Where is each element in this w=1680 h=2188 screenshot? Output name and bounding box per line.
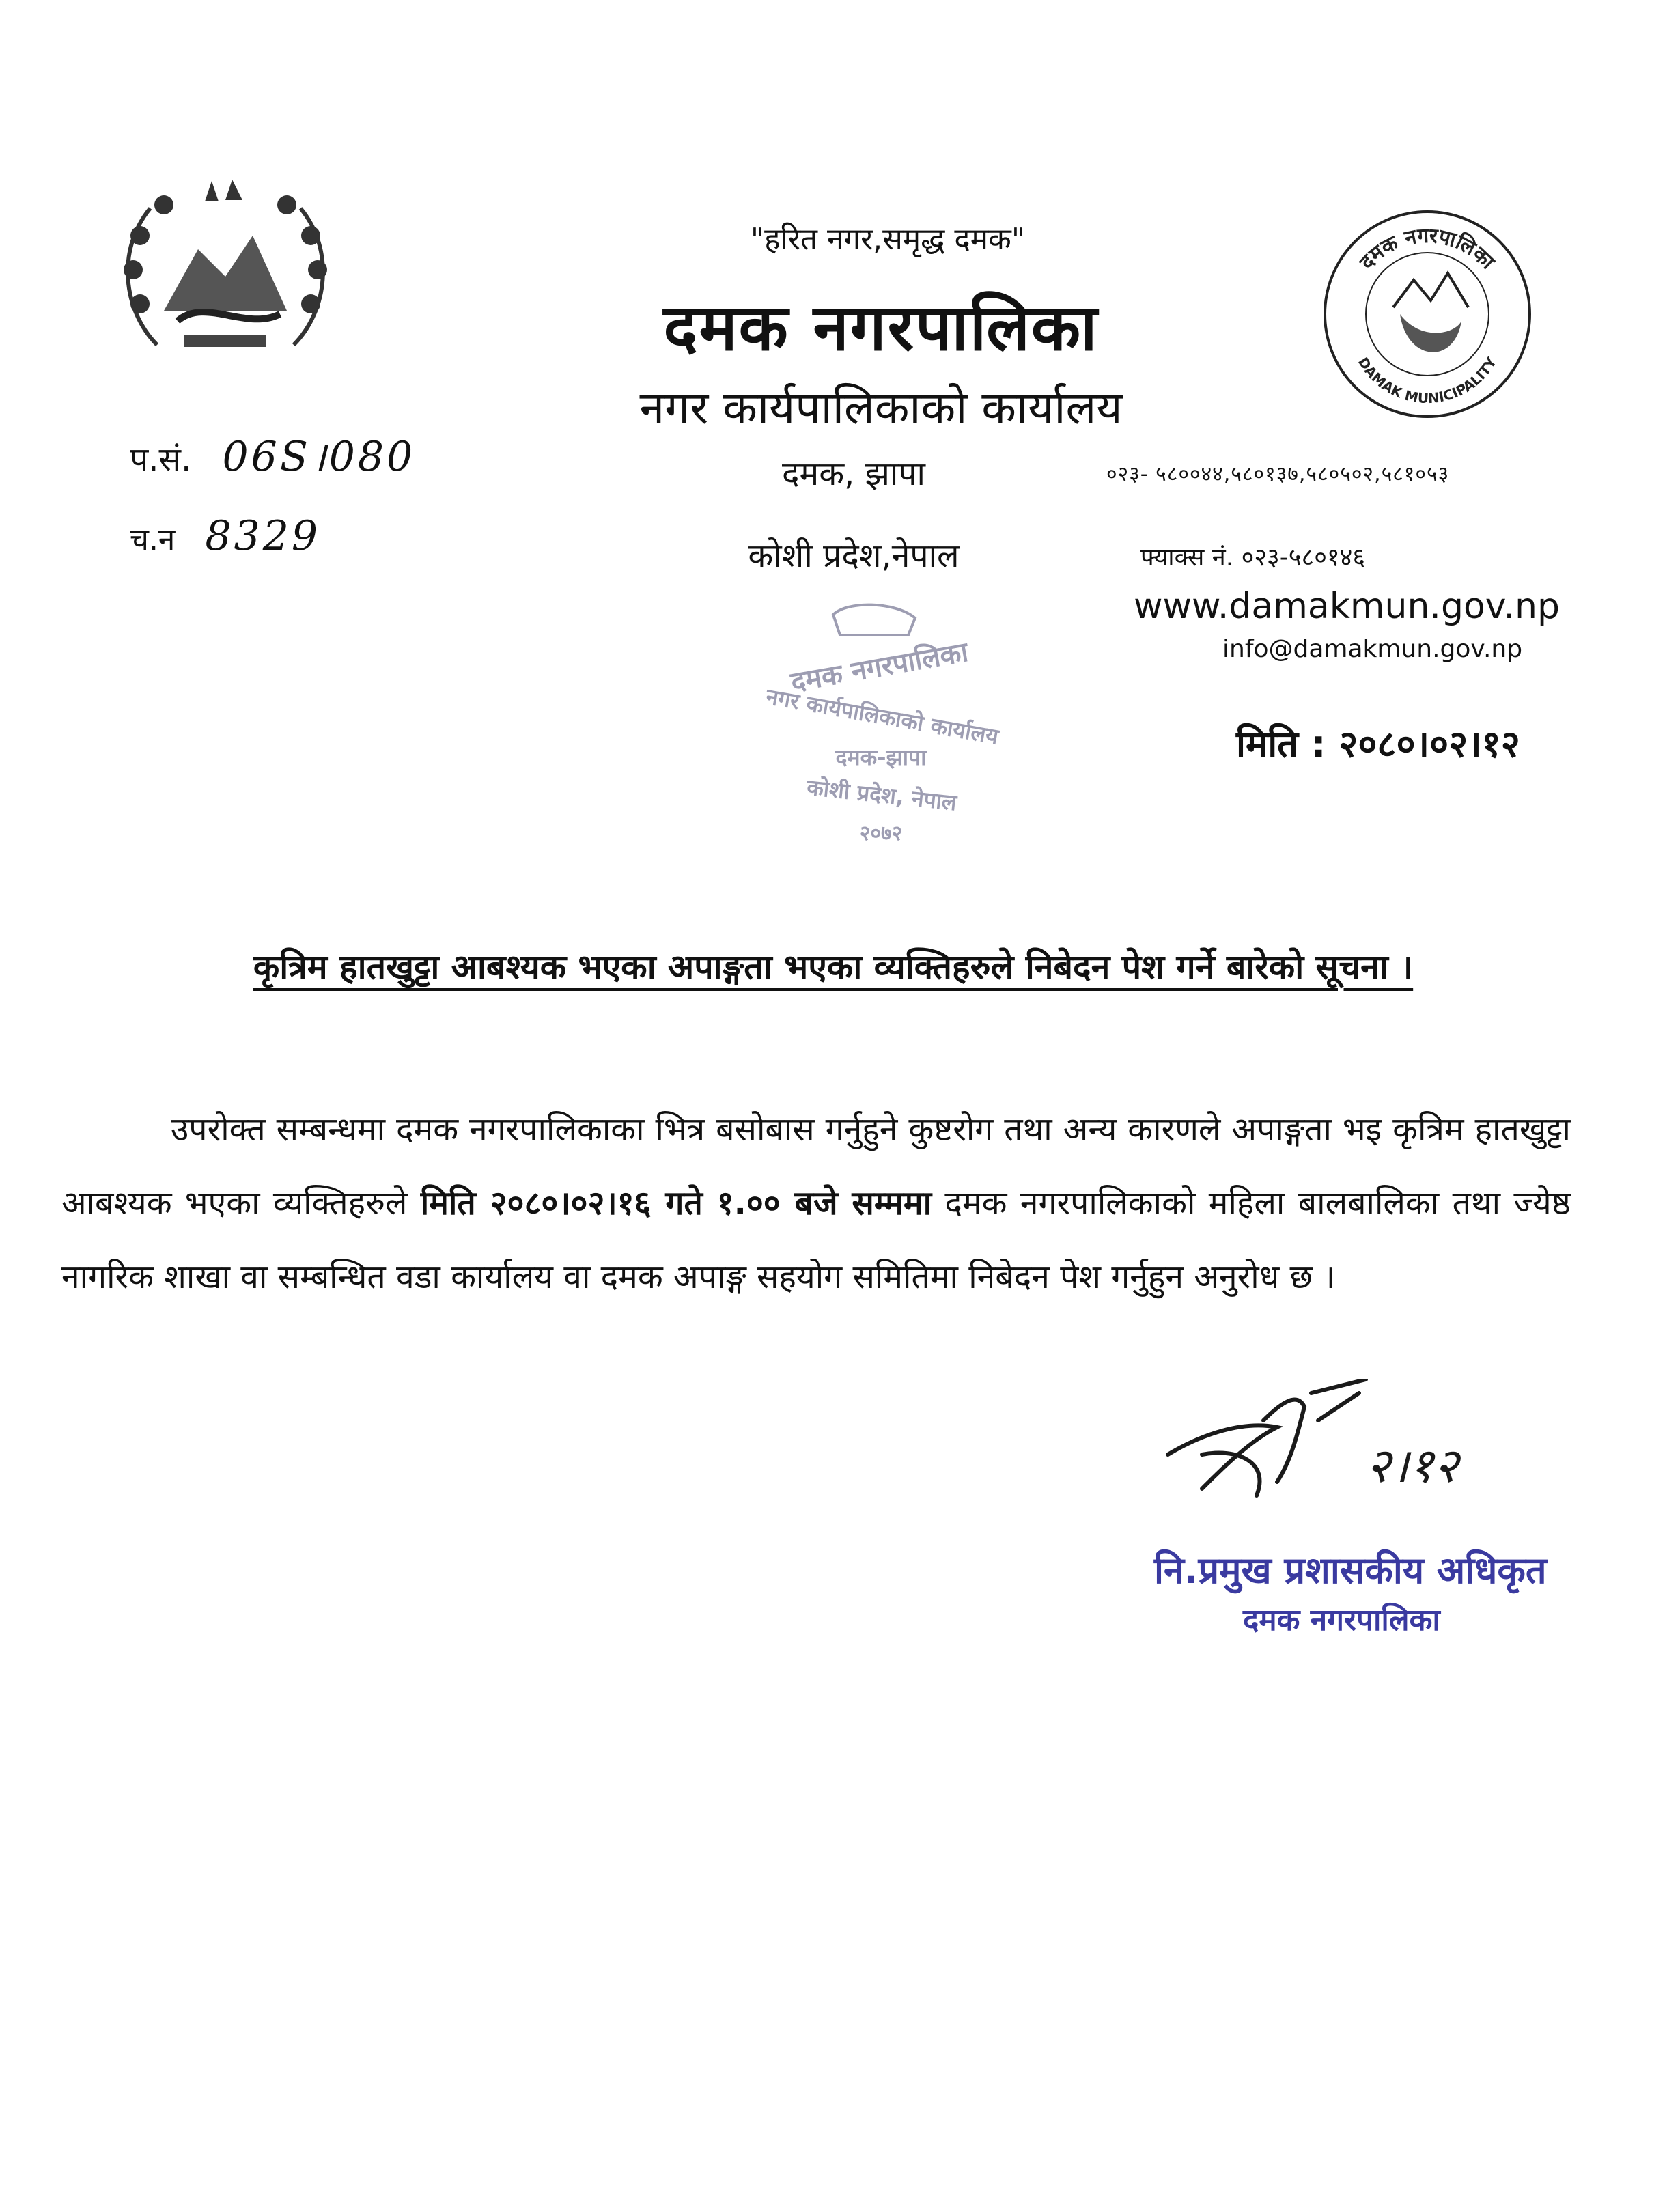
office-stamp-icon	[738, 587, 1024, 860]
body-part-2: दमक नगरपालिकाको महिला बालबालिका तथा ज्येष्ठ नागरिक शाखा वा सम्बन्धित वडा कार्यालय वा दमक अपाङ्ग सहयोग समितिमा निबेदन पेश गर्नुहुन अनुरोध छ ।	[61, 1184, 1571, 1296]
date-value: २०८०।०२।१२	[1339, 723, 1520, 766]
letter-date	[1236, 717, 1619, 768]
dispatch-number	[130, 512, 485, 560]
svg-text:DAMAK MUNICIPALITY	[1355, 354, 1500, 406]
office-stamp-line-4: कोशी प्रदेश, नेपाल	[805, 774, 958, 816]
municipality-seal-text-np: दमक नगरपालिका	[1355, 223, 1500, 275]
phone-numbers: ०२३- ५८००४४,५८०१३७,५८०५०२,५८१०५३	[1106, 462, 1450, 486]
reference-number	[130, 427, 485, 483]
svg-text:दमक नगरपालिका	[1354, 224, 1500, 275]
office-stamp-line-5: २०७२	[859, 822, 903, 845]
address-city: दमक, झापा	[782, 455, 925, 493]
body-part-1: उपरोक्त सम्बन्धमा दमक नगरपालिकाका भित्र बसोबास गर्नुहुने कुष्टरोग तथा अन्य कारणले अपाङ्गता भइ कृत्रिम हातखुट्टा आबश्यक भएका व्यक्तिहरुले	[61, 1110, 1571, 1222]
office-stamp-line-1: दमक नगरपालिका	[788, 636, 971, 699]
signature-date: २।१२	[1366, 1437, 1459, 1493]
fax-number: फ्याक्स नं. ०२३-५८०१४६	[1140, 544, 1366, 572]
office-stamp-line-2: नगर कार्यपालिकाको कार्यालय	[764, 683, 1000, 750]
office-name: नगर कार्यपालिकाको कार्यालय	[639, 382, 1123, 434]
website-link[interactable]: www.damakmun.gov.np	[1134, 586, 1560, 627]
body-deadline: मिति २०८०।०२।१६ गते १.०० बजे सम्ममा	[420, 1184, 932, 1222]
signer-organization: दमक नगरपालिका	[1243, 1603, 1440, 1638]
slogan: "हरित नगर,समृद्ध दमक"	[750, 222, 1026, 257]
address-province: कोशी प्रदेश,नेपाल	[748, 537, 960, 575]
nepal-emblem-icon	[109, 174, 341, 359]
signer-title: नि.प्रमुख प्रशासकीय अधिकृत	[1154, 1549, 1547, 1592]
ps-label: प.सं.	[130, 440, 192, 479]
municipality-seal-text-en: DAMAK MUNICIPALITY	[1354, 354, 1500, 407]
municipality-seal-icon	[1318, 205, 1537, 423]
municipality-name: दमक नगरपालिका	[663, 291, 1099, 365]
cn-label: च.न	[130, 522, 176, 557]
ps-value: 06S।080	[222, 433, 416, 481]
email-link[interactable]: info@damakmun.gov.np	[1222, 635, 1523, 663]
date-label: मिति :	[1236, 723, 1326, 766]
office-stamp-line-3: दमक-झापा	[835, 744, 927, 770]
signature-icon	[1161, 1379, 1489, 1530]
notice-subject: कृत्रिम हातखुट्टा आबश्यक भएका अपाङ्गता भएका व्यक्तिहरुले निबेदन पेश गर्ने बारेको सूचना ।	[253, 947, 1414, 987]
notice-body	[61, 1093, 1571, 1314]
cn-value: 8329	[205, 512, 321, 560]
